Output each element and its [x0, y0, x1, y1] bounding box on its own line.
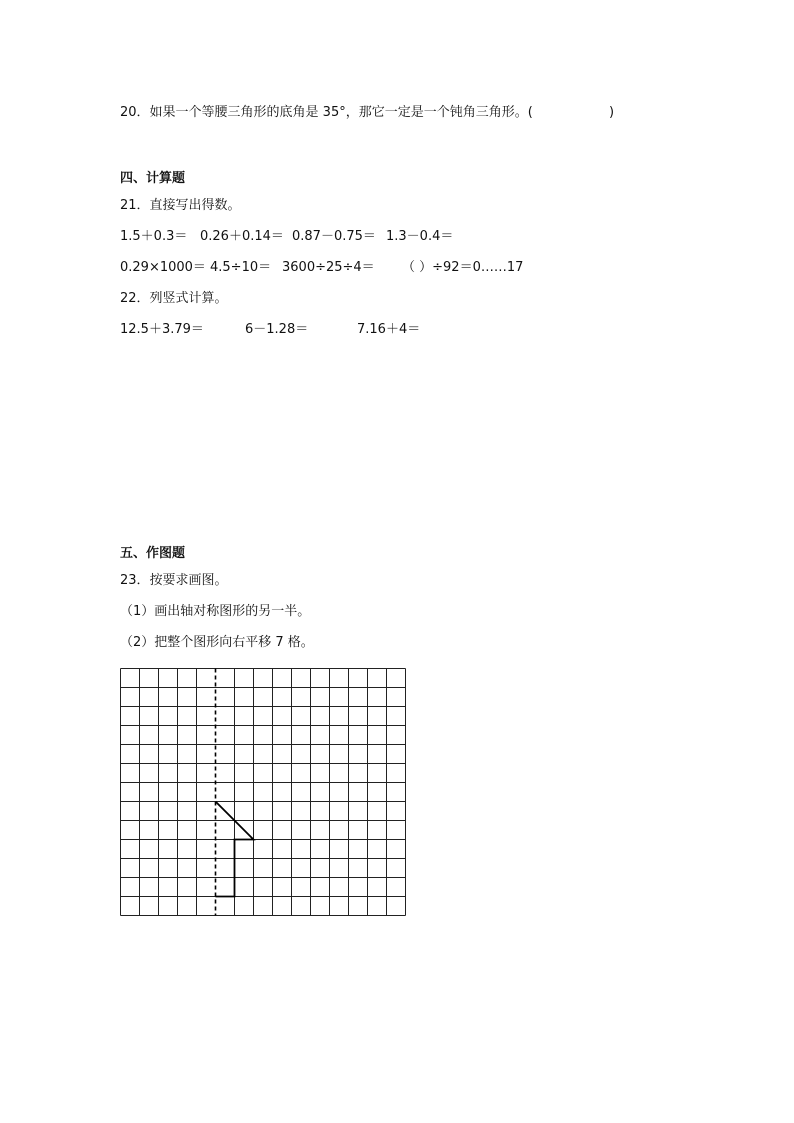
question-22-prompt: 22．列竖式计算。	[120, 291, 228, 306]
vertical-calc-item: 6－1.28＝	[245, 322, 309, 337]
question-23-prompt: 23．按要求画图。	[120, 573, 228, 588]
answer-blank-close-paren: )	[609, 105, 615, 120]
question-20-text: 20．如果一个等腰三角形的底角是 35°，那它一定是一个钝角三角形。(	[120, 105, 533, 120]
vertical-calc-item: 12.5＋3.79＝	[120, 322, 204, 337]
question-23-sub1: （1）画出轴对称图形的另一半。	[120, 604, 311, 619]
calc-item: 1.3－0.4＝	[386, 229, 454, 244]
question-23-sub2: （2）把整个图形向右平移 7 格。	[120, 635, 314, 650]
calc-item: 0.26＋0.14＝	[200, 229, 284, 244]
calc-item: 1.5＋0.3＝	[120, 229, 188, 244]
calc-item: 0.29×1000＝	[120, 260, 206, 275]
drawing-grid[interactable]	[120, 668, 406, 918]
section-heading-drawing: 五、作图题	[120, 546, 186, 561]
calc-item: （ ）÷92＝0……17	[402, 260, 524, 275]
section-heading-calculation: 四、计算题	[120, 171, 186, 186]
question-20	[120, 105, 533, 121]
calc-item: 3600÷25÷4＝	[282, 260, 375, 275]
calc-item: 4.5÷10＝	[210, 260, 272, 275]
calc-item: 0.87－0.75＝	[292, 229, 376, 244]
vertical-calc-item: 7.16＋4＝	[357, 322, 421, 337]
question-21-prompt: 21．直接写出得数。	[120, 198, 241, 213]
